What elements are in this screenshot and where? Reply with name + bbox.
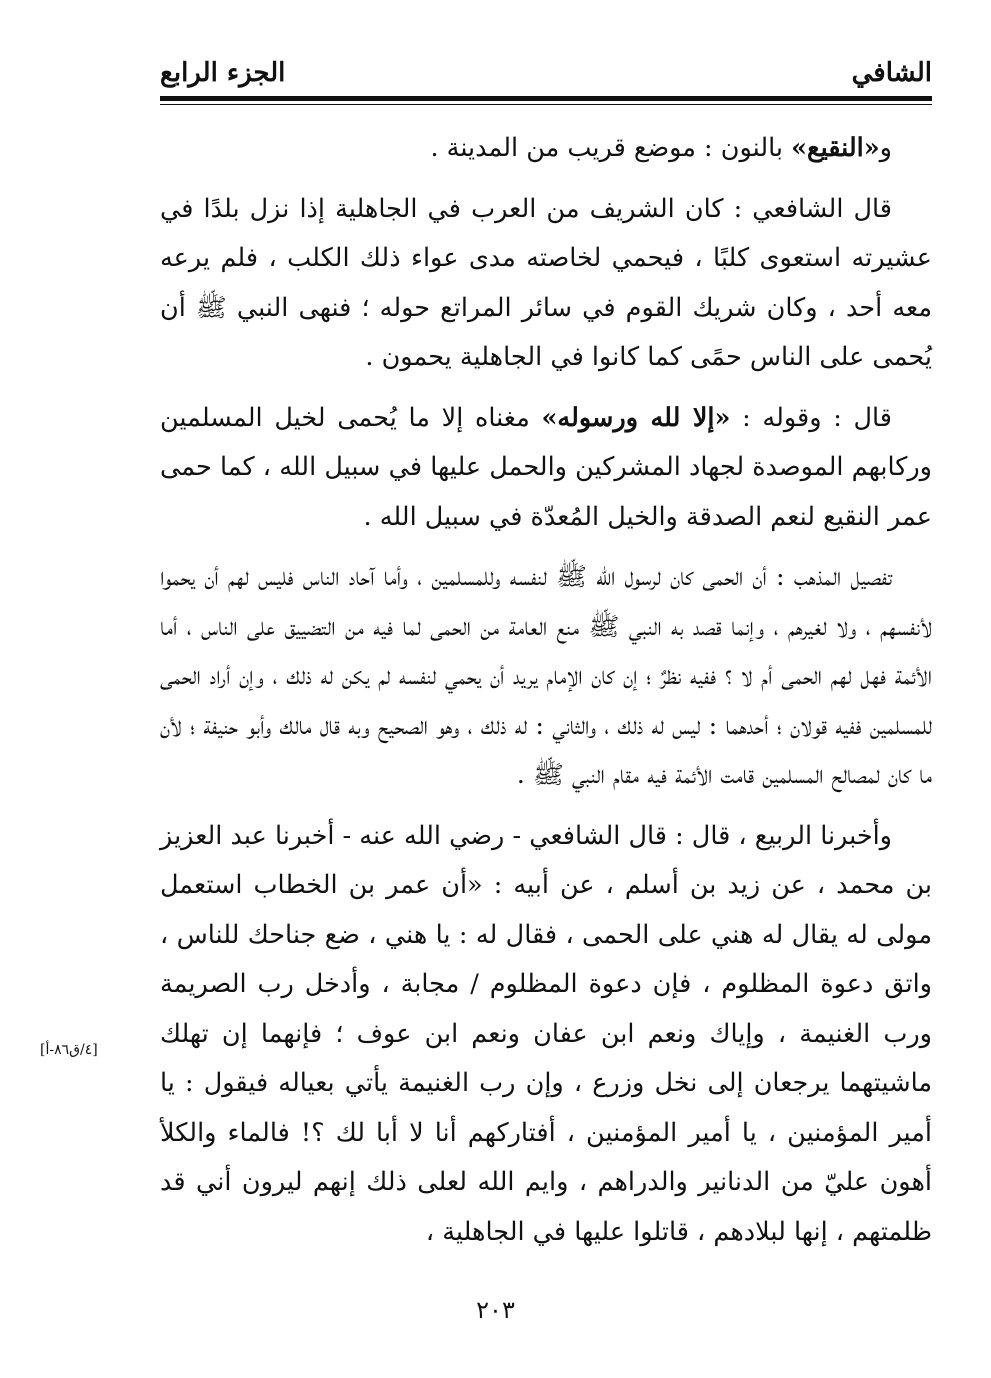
header-rule-thick: [160, 96, 932, 101]
bold-term: «إلا لله ورسوله»: [541, 402, 731, 433]
text-segment: تفصيل المذهب : أن الحمى كان لرسول الله ﷺ لنفسه وللمسلمين ، وأما آحاد الناس فليس لهم أن يحموا لأنفسهم ، ولا لغيرهم ، وإنما قصد به النبي ﷺ منع العامة من الحمى لما فيه من التضييق على الناس ، أما الأئمة فهل لهم الحمى أم لا ؟ ففيه نظرٌ ؛ إن كان الإمام يريد أن يحمي لنفسه لم يكن له ذلك ، وإن أراد الحمى للمسلمين ففيه قولان ؛ أحدهما : ليس له ذلك ، والثاني : له ذلك ، وهو الصحيح وبه قال مالك وأبو حنيفة ؛ لأن ما كان لمصالح المسلمين قامت الأئمة فيه مقام النبي ﷺ .: [160, 562, 932, 790]
text-segment: قال : وقوله :: [730, 402, 892, 433]
text-segment: وأخبرنا الربيع ، قال : قال الشافعي - رضي الله عنه - أخبرنا عبد العزيز بن محمد ، عن زيد بن أسلم ، عن أبيه : «أن عمر بن الخطاب استعمل مولى له يقال له هني على الحمى ، فقال له : يا هني ، ضع جناحك للناس ، واتق دعوة المظلوم ، فإن دعوة المظلوم / مجابة ، وأدخل رب الصريمة ورب الغنيمة ، وإياك ونعم ابن عفان ونعم ابن عوف ؛ فإنهما إن تهلك ماشيتهما يرجعان إلى نخل وزرع ، وإن رب الغنيمة يأتي بعياله فيقول : يا أمير المؤمنين ، يا أمير المؤمنين ، أفتاركهم أنا لا أبا لك ؟! فالماء والكلأ أهون عليّ من الدنانير والدراهم ، وايم الله لعلى ذلك إنهم ليرون أني قد ظلمتهم ، إنها لبلادهم ، قاتلوا عليها في الجاهلية ،: [160, 820, 932, 1247]
text-segment: بالنون : موضع قريب من المدينة .: [430, 133, 792, 163]
text-segment: قال الشافعي : كان الشريف من العرب في الجاهلية إذا نزل بلدًا في عشيرته استعوى كلبًا ، فيحمي لخاصته مدى عواء ذلك الكلب ، فلم يرعه معه أحد ، وكان شريك القوم في سائر المراتع حوله ؛ فنهى النبي ﷺ أن يُحمى على الناس حمًى كما كانوا في الجاهلية يحمون .: [160, 193, 932, 372]
running-header: [160, 52, 932, 92]
volume-label: الجزء الرابع: [160, 58, 286, 88]
book-title: الشافي: [851, 58, 932, 88]
paragraph: [160, 812, 932, 1258]
paragraph: [160, 124, 932, 174]
page-number: ٢٠٣: [476, 1296, 515, 1324]
bold-term: «النقيع»: [791, 133, 880, 163]
body-text: [160, 124, 932, 1257]
manuscript-folio-note: [٤/ق٨٦-أ]: [40, 1042, 98, 1058]
paragraph: [160, 553, 932, 801]
paragraph: [160, 394, 932, 543]
text-segment: مغناه إلا ما يُحمى لخيل المسلمين وركابهم الموصدة لجهاد المشركين والحمل عليها في سبيل الله ، كما حمى عمر النقيع لنعم الصدقة والخيل المُعدّة في سبيل الله .: [160, 402, 932, 532]
text-segment: و: [879, 133, 892, 163]
paragraph: [160, 185, 932, 383]
header-rule-thin: [160, 104, 932, 105]
